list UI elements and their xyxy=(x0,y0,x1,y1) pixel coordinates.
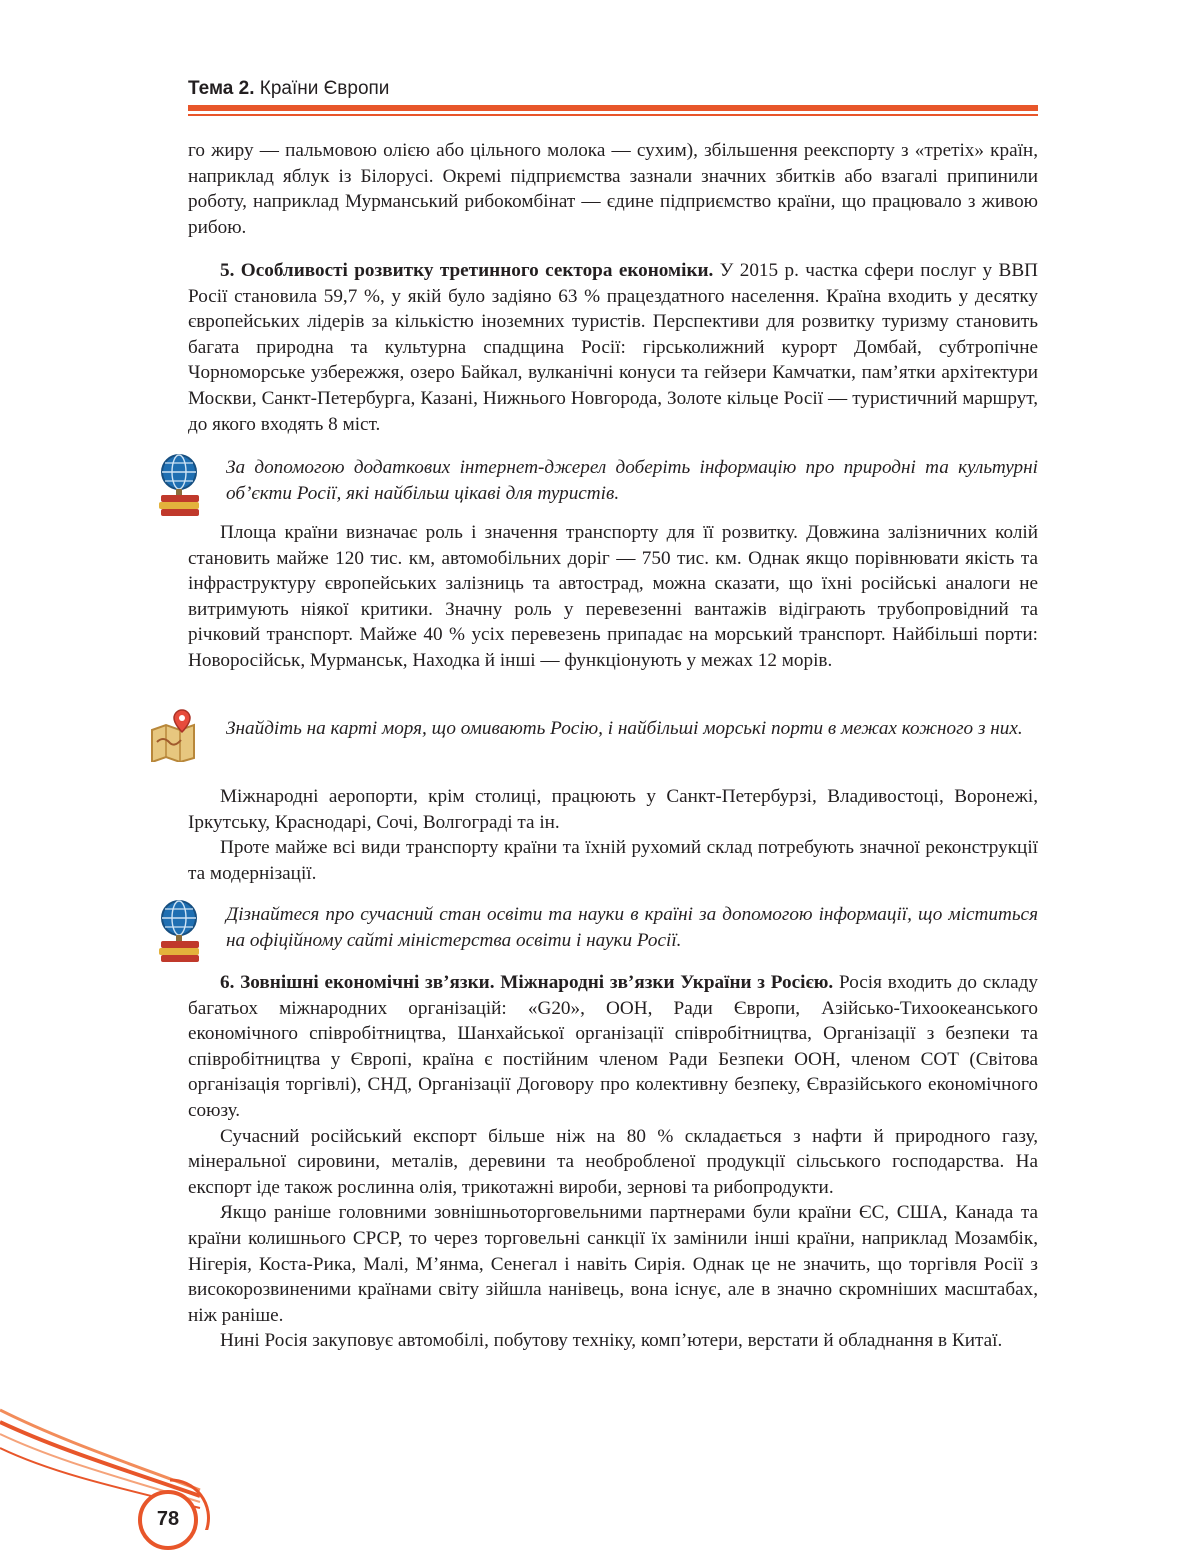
page-number: 78 xyxy=(156,1508,180,1530)
section-6-heading: 6. Зовнішні економічні зв’язки. Міжнародні зв’язки України з Росією. xyxy=(220,972,834,993)
airports-section xyxy=(188,784,1038,886)
section-5-heading: 5. Особливості розвитку третинного сектора економіки. xyxy=(220,260,714,281)
section-5-text: У 2015 р. частка сфери послуг у ВВП Росії становила 59,7 %, у якій було задіяно 63 % працездатного населення. Країна входить у десятку європейських лідерів за кількістю іноземних туристів. Перспективи для розвитку туризму становить багата природна та культурна спадщина Росії: гірськолижний курорт Домбай, субтропічне Чорноморське узбережжя, озеро Байкал, вулканічні конуси та гейзери Камчатки, пам’ятки архітектури Москви, Санкт-Петербурга, Казані, Нижнього Новгорода, Золоте кільце Росії — туристичний маршрут, до якого входять 8 міст. xyxy=(188,260,1038,435)
task-3-text: Дізнайтеся про сучасний стан освіти та науки в країні за допомогою інформації, що міститься на офіційному сайті міністерства освіти і науки Росії. xyxy=(226,904,1038,951)
section-5-paragraph xyxy=(188,258,1038,437)
page-header xyxy=(188,78,389,100)
globe-books-icon xyxy=(155,898,203,964)
airports-paragraph: Міжнародні аеропорти, крім столиці, працюють у Санкт-Петербурзі, Владивостоці, Воронежі, Іркутську, Краснодарі, Сочі, Волгограді та ін. xyxy=(188,786,1038,833)
section-5 xyxy=(188,258,1038,437)
modernization-paragraph: Проте майже всі види транспорту країни та їхній рухомий склад потребують значної реконструкції та модернізації. xyxy=(188,837,1038,884)
task-2 xyxy=(226,716,1038,742)
import-paragraph: Нині Росія закуповує автомобілі, побутову техніку, комп’ютери, верстати й обладнання в Китаї. xyxy=(220,1330,1003,1352)
transport-section xyxy=(188,520,1038,674)
header-topic: Тема 2. xyxy=(188,78,255,99)
section-6-paragraph xyxy=(188,970,1038,1124)
intro-text: го жиру — пальмовою олією або цільного молока — сухим), збільшення реекспорту з «третіх» країн, наприклад яблук із Білорусі. Окремі підприємства зазнали значних збитків або взагалі припинили роботу, наприклад Мурманський рибокомбінат — єдине підприємство країни, що працювало з живою рибою. xyxy=(188,140,1038,238)
header-rule-thin xyxy=(188,114,1038,116)
header-rule xyxy=(188,105,1038,111)
task-2-text: Знайдіть на карті моря, що омивають Росію, і найбільші морські порти в межах кожного з них. xyxy=(226,718,1023,739)
section-6 xyxy=(188,970,1038,1354)
task-3 xyxy=(226,902,1038,953)
section-6-text: Росія входить до складу багатьох міжнародних організацій: «G20», ООН, Ради Європи, Азійсько-Тихоокеанського економічного співробітництва, Шанхайської організації співробітництва, Організації з безпеки та співробітництва у Європі, країна є постійним членом Ради Безпеки ООН, членом СОТ (Світова організація торгівлі), СНД, Організації Договору про колективну безпеку, Євразійського економічного союзу. xyxy=(188,972,1038,1121)
header-title: Країни Європи xyxy=(259,78,390,99)
map-pin-icon xyxy=(148,708,206,762)
transport-paragraph: Площа країни визначає роль і значення транспорту для її розвитку. Довжина залізничних колій становить майже 120 тис. км, автомобільних доріг — 750 тис. км. Однак якщо порівнювати якість та інфраструктуру європейських залізниць та автострад, можна сказати, що їхні російські аналоги не витримують ніякої критики. Значну роль у перевезенні вантажів відіграють трубопровідний та річковий транспорт. Майже 40 % усіх перевезень припадає на морський транспорт. Найбільші порти: Новоросійськ, Мурманськ, Находка й інші — функціонують у межах 12 морів. xyxy=(188,522,1038,671)
export-paragraph: Сучасний російський експорт більше ніж на 80 % складається з нафти й природного газу, мінеральної сировини, металів, деревини та необробленої продукції сільського господарства. На експорт іде також рослинна олія, трикотажні вироби, зернові та рибопродукти. xyxy=(188,1125,1038,1198)
intro-paragraph xyxy=(188,138,1038,240)
partners-paragraph: Якщо раніше головними зовнішньоторговельними партнерами були країни ЄС, США, Канада та країни колишнього СРСР, то через торговельні санкції їх замінили інші країни, наприклад Мозамбік, Нігерія, Коста-Рика, Малі, М’янма, Сенегал і навіть Сирія. Однак це не значить, що торгівля Росії з високорозвиненими країнами світу зійшла нанівець, вона існує, але в значно скромніших масштабах, ніж раніше. xyxy=(188,1202,1038,1326)
globe-books-icon xyxy=(155,452,203,518)
task-1 xyxy=(226,455,1038,506)
page-number-badge xyxy=(138,1490,198,1550)
task-1-text: За допомогою додаткових інтернет-джерел доберіть інформацію про природні та культурні об’єкти Росії, які найбільш цікаві для туристів. xyxy=(226,457,1038,504)
